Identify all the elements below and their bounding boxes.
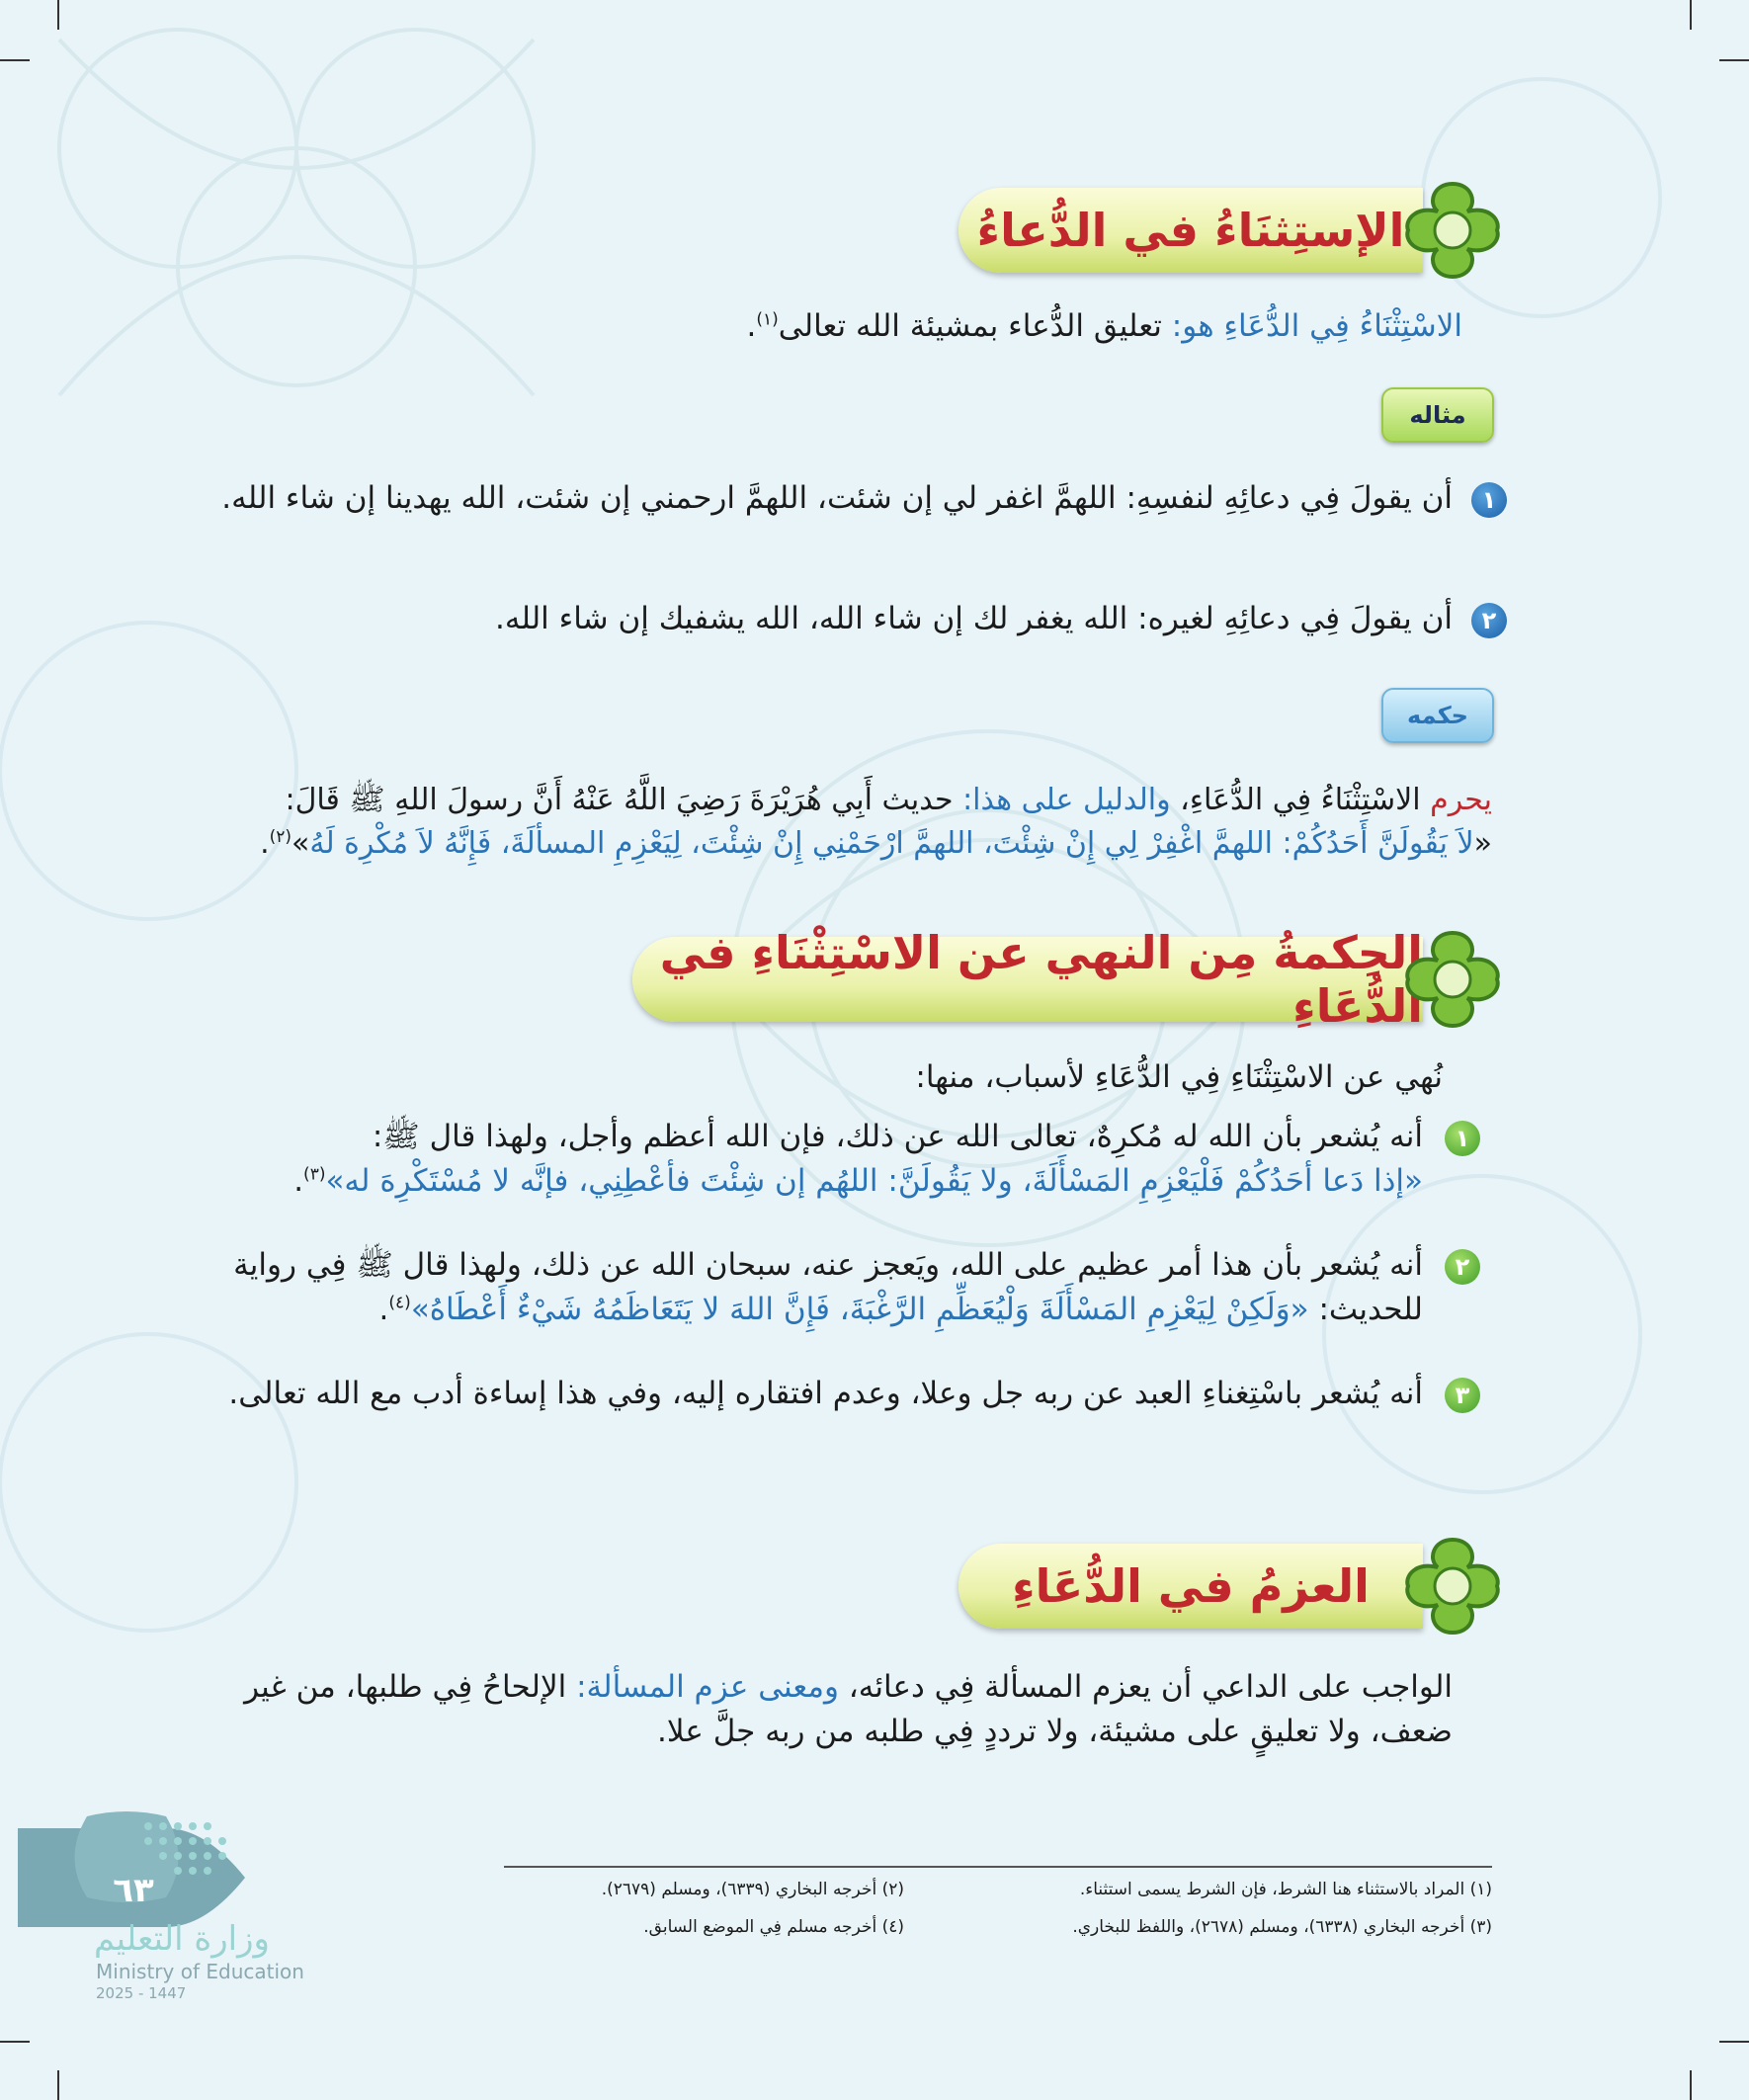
- example-label-tag: [1381, 387, 1494, 443]
- section3-heading: [958, 1544, 1423, 1629]
- section3-term: ومعنى عزم المسألة:: [576, 1669, 839, 1705]
- footnote: (٤) أخرجه مسلم فِي الموضع السابق.: [643, 1917, 904, 1937]
- section2-intro: [188, 1055, 1443, 1100]
- heading-ornament-icon: [1398, 1532, 1507, 1640]
- definition-term: الاسْتِثْنَاءُ فِي الدُّعَاءِ هو:: [1171, 308, 1462, 344]
- example-text: أن يقولَ فِي دعائِهِ لنفسِهِ: اللهمَّ اغفر لي إن شئت، اللهمَّ ارحمني إن شئت، الله يهدينا إن شاء الله.: [221, 480, 1453, 516]
- reason-number-badge: ٣: [1445, 1378, 1480, 1413]
- example-item: [198, 597, 1497, 641]
- ruling-evidence: والدليل على هذا:: [962, 783, 1171, 817]
- reason-quote: «إذا دَعا أحَدُكُمْ فَلْيَعْزِمِ المَسْأَلَةَ، ولا يَقُولَنَّ: اللهُم إن شِئْتَ فأعْطِنِي، فإنَّه لا مُسْتَكْرِهَ له»: [325, 1162, 1423, 1199]
- crop-mark: [1719, 59, 1749, 61]
- ministry-name-ar: وزارة التعليم: [94, 1919, 270, 1959]
- definition-text: تعليق الدُّعاء بمشيئة الله تعالى: [778, 308, 1162, 344]
- hadith-end: .: [260, 825, 270, 861]
- reason-item: [198, 1115, 1470, 1204]
- heading-ornament-icon: [1398, 925, 1507, 1034]
- ruling-text1: الاسْتِثْنَاءُ فِي الدُّعَاءِ،: [1170, 783, 1431, 817]
- reason-end: .: [378, 1291, 389, 1327]
- heading-ornament-icon: [1398, 176, 1507, 285]
- definition-footnote-ref: (١): [756, 309, 779, 330]
- page-number: ٦٣: [113, 1871, 154, 1910]
- section2-intro-text: نُهي عن الاسْتِثْنَاءِ فِي الدُّعَاءِ لأسباب، منها:: [915, 1059, 1443, 1095]
- section3-text1: الواجب على الداعي أن يعزم المسألة فِي دعائه،: [838, 1669, 1453, 1705]
- reason-number-badge: ١: [1445, 1121, 1480, 1156]
- reason-text: أنه يُشعر بأن الله له مُكرِهٌ، تعالى الله عن ذلك، فإن الله أعظم وأجل، ولهذا قال ﷺ:: [372, 1119, 1423, 1154]
- crop-mark: [57, 2070, 59, 2100]
- ruling-label-tag: [1381, 688, 1494, 743]
- section3-paragraph: [198, 1665, 1453, 1754]
- reason-number-badge: ٢: [1445, 1249, 1480, 1285]
- crop-mark: [0, 59, 30, 61]
- crop-mark: [1690, 0, 1692, 30]
- reason-text: أنه يُشعر باسْتِغناءِ العبد عن ربه جل وعلا، وعدم افتقاره إليه، وفي هذا إساءة أدب مع الله تعالى.: [228, 1376, 1423, 1411]
- reason-footnote-ref: (٣): [303, 1164, 326, 1185]
- section1-heading: [958, 188, 1423, 273]
- hadith-footnote-ref: (٢): [269, 826, 292, 847]
- section1-title: الإستِثنَاءُ في الدُّعاءُ: [976, 204, 1405, 257]
- definition-line: [178, 304, 1462, 349]
- reason-end: .: [293, 1162, 304, 1199]
- ministry-year: 2025 - 1447: [96, 1984, 187, 2002]
- section3-title: العزمُ في الدُّعَاءِ: [1012, 1559, 1370, 1613]
- crop-mark: [1690, 2070, 1692, 2100]
- hadith-open: «: [1473, 825, 1492, 861]
- section3-text2: الإلحاحُ فِي طلبها، من غير ضعف، ولا تعليقٍ على مشيئة، ولا ترددٍ فِي طلبه من ربه جلَّ علا.: [244, 1669, 1453, 1749]
- example-item: [198, 476, 1497, 521]
- footnote: (٢) أخرجه البخاري (٦٣٣٩)، ومسلم (٢٦٧٩).: [601, 1880, 904, 1899]
- example-number-badge: ٢: [1471, 603, 1507, 638]
- section2-heading: [632, 926, 1423, 1033]
- ministry-name-en: Ministry of Education: [96, 1960, 304, 1983]
- footnote: (٣) أخرجه البخاري (٦٣٣٨)، ومسلم (٢٦٧٨)، واللفظ للبخاري.: [1072, 1917, 1492, 1937]
- reason-footnote-ref: (٤): [388, 1293, 411, 1313]
- crop-mark: [1719, 2041, 1749, 2043]
- ruling-paragraph: [198, 779, 1492, 865]
- ruling-label: حكمه: [1407, 702, 1468, 729]
- footnote: (١) المراد بالاستثناء هنا الشرط، فإن الشرط يسمى استثناء.: [1079, 1880, 1492, 1899]
- reason-quote: «وَلَكِنْ لِيَعْزِمِ المَسْأَلَةَ وَلْيُعَظِّمِ الرَّغْبَةَ، فَإِنَّ اللهَ لا يَتَعَاظَمُهُ شَيْءٌ أَعْطَاهُ»: [410, 1291, 1309, 1327]
- definition-end: .: [746, 308, 757, 344]
- example-text: أن يقولَ فِي دعائِهِ لغيره: الله يغفر لك إن شاء الله، الله يشفيك إن شاء الله.: [495, 601, 1453, 636]
- example-number-badge: ١: [1471, 482, 1507, 518]
- hadith-text: لاَ يَقُولَنَّ أَحَدُكُمْ: اللهمَّ اغْفِرْ لِي إِنْ شِئْتَ، اللهمَّ ارْحَمْنِي إِنْ شِئْتَ، لِيَعْزِمِ المسألَةَ، فَإِنَّهُ لاَ مُكْرِهَ لَهُ: [309, 825, 1474, 861]
- hadith-close: »: [292, 825, 310, 861]
- reason-item: [198, 1243, 1470, 1332]
- ruling-text2: حديث أَبِي هُرَيْرَةَ رَضِيَ اللَّهُ عَنْهُ أَنَّ رسولَ اللهِ ﷺ قَالَ:: [285, 783, 963, 817]
- example-label: مثاله: [1409, 401, 1466, 429]
- reason-item: [198, 1372, 1470, 1416]
- section2-title: الحِكمةُ مِن النهي عن الاسْتِثْنَاءِ في الدُّعَاءِ: [659, 926, 1423, 1033]
- crop-mark: [0, 2041, 30, 2043]
- crop-mark: [57, 0, 59, 30]
- footnote-divider: [504, 1866, 1492, 1868]
- reason-text: أنه يُشعر بأن هذا أمر عظيم على الله، ويَعجز عنه، سبحان الله عن ذلك، ولهذا قال ﷺ فِي رواية للحديث:: [233, 1247, 1423, 1327]
- ruling-word: يحرم: [1430, 783, 1492, 817]
